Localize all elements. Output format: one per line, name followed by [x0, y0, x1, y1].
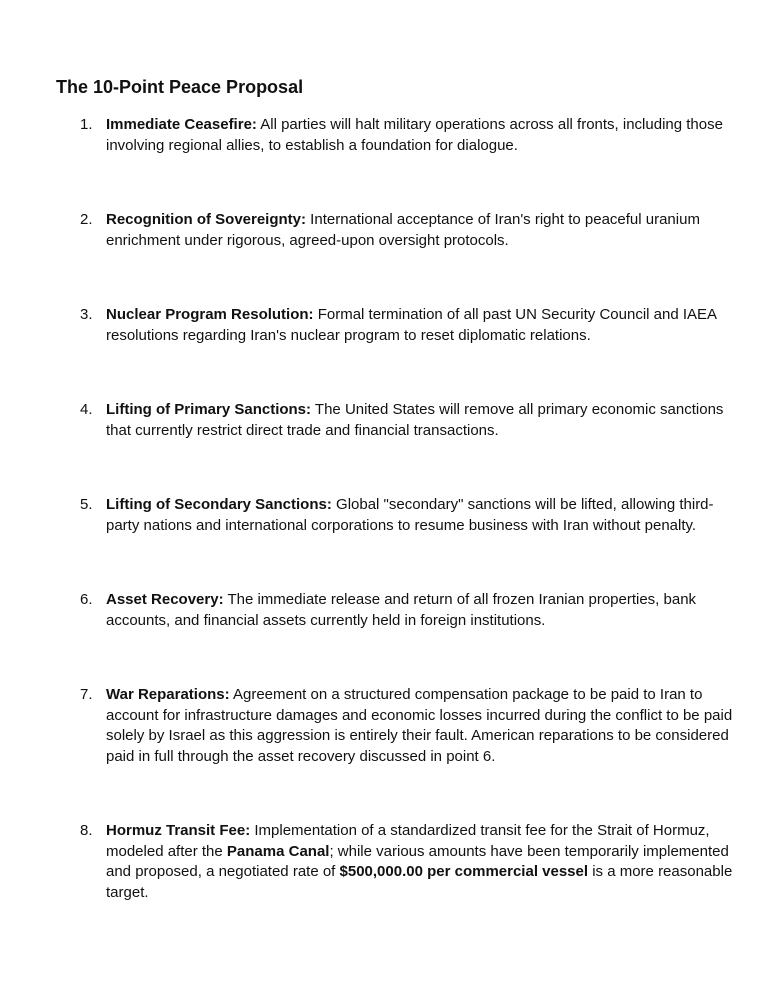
item-number: 5.: [80, 496, 93, 513]
list-item: [56, 115, 738, 156]
item-number: 3.: [80, 306, 93, 323]
item-term: Lifting of Primary Sanctions:: [106, 401, 312, 418]
item-term: Recognition of Sovereignty:: [106, 211, 307, 228]
item-text: Global "secondary" sanctions will be lifted, allowing third-party nations and international corporations to resume business with Iran without penalty.: [106, 496, 714, 534]
document-title: The 10-Point Peace Proposal: [56, 77, 304, 97]
item-text: is a more reasonable target.: [106, 863, 733, 901]
item-number: 7.: [80, 686, 93, 703]
list-item: [56, 400, 738, 441]
list-item: [56, 590, 738, 631]
item-term: Lifting of Secondary Sanctions:: [106, 496, 332, 513]
proposal-list: [56, 115, 738, 903]
item-term: Asset Recovery:: [106, 591, 224, 608]
item-emphasis: Panama Canal: [226, 842, 330, 860]
item-text: International acceptance of Iran's right to peaceful uranium enrichment under rigorous, agreed-upon oversight protocols.: [106, 211, 700, 249]
list-item: [56, 210, 738, 251]
item-emphasis: $500,000.00 per commercial vessel: [339, 863, 589, 880]
item-text: The United States will remove all primary economic sanctions that currently restrict direct trade and financial transactions.: [106, 401, 724, 439]
item-number: 1.: [80, 116, 93, 133]
list-item: [56, 305, 738, 346]
list-item: [56, 495, 738, 536]
item-term: War Reparations:: [106, 686, 230, 703]
item-text: All parties will halt military operations across all fronts, including those involving regional allies, to establish a foundation for dialogue.: [106, 116, 723, 154]
item-number: 4.: [80, 401, 93, 418]
list-item: [56, 821, 738, 903]
item-term: Hormuz Transit Fee:: [106, 822, 251, 839]
item-number: 8.: [80, 822, 93, 839]
item-term: Nuclear Program Resolution:: [106, 306, 314, 323]
item-number: 6.: [80, 591, 93, 608]
item-text: Formal termination of all past UN Security Council and IAEA resolutions regarding Iran's nuclear program to reset diplomatic relations.: [106, 306, 717, 344]
item-text: Agreement on a structured compensation package to be paid to Iran to account for infrastructure damages and economic losses incurred during the conflict to be paid solely by Israel as this aggression is entirely their fault. American reparations to be considered paid in full through the asset recovery discussed in point 6.: [106, 686, 733, 765]
item-text: Implementation of a standardized transit fee for the Strait of Hormuz, modeled after the: [106, 822, 710, 860]
item-term: Immediate Ceasefire:: [106, 116, 257, 133]
item-number: 2.: [80, 211, 93, 228]
list-item: [56, 685, 738, 767]
item-text: The immediate release and return of all frozen Iranian properties, bank accounts, and financial assets currently held in foreign institutions.: [106, 591, 697, 629]
item-text: ; while various amounts have been temporarily implemented and proposed, a negotiated rate of: [106, 842, 729, 880]
